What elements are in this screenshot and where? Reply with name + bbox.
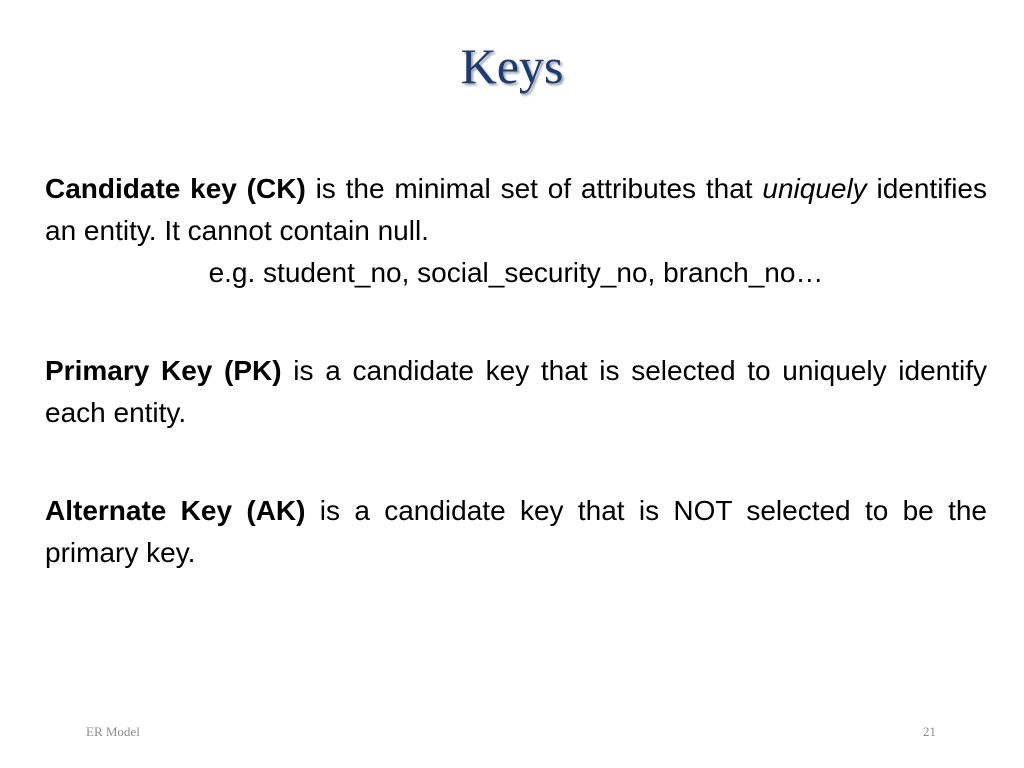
slide-body xyxy=(45,168,987,574)
page-number: 21 xyxy=(923,724,936,739)
alternate-key-text: is a candidate key that is NOT selected to be the primary key. xyxy=(45,495,987,568)
slide-title: Keys xyxy=(460,38,564,94)
candidate-key-paragraph xyxy=(45,168,987,252)
candidate-key-emphasis: uniquely xyxy=(762,173,867,204)
candidate-key-text-a: is the minimal set of attributes that xyxy=(305,173,763,204)
footer-label: ER Model xyxy=(86,724,140,739)
candidate-key-example: e.g. student_no, social_security_no, branch_no… xyxy=(208,257,824,288)
alternate-key-paragraph xyxy=(45,490,987,574)
candidate-key-term: Candidate key (CK) xyxy=(45,173,306,204)
candidate-key-text-b: identifies an entity. It cannot contain null. xyxy=(45,173,987,246)
primary-key-term: Primary Key (PK) xyxy=(45,355,282,386)
spacer xyxy=(45,434,987,490)
spacer xyxy=(45,294,987,350)
primary-key-paragraph xyxy=(45,350,987,434)
alternate-key-term: Alternate Key (AK) xyxy=(45,495,306,526)
primary-key-text: is a candidate key that is selected to uniquely identify each entity. xyxy=(45,355,987,428)
